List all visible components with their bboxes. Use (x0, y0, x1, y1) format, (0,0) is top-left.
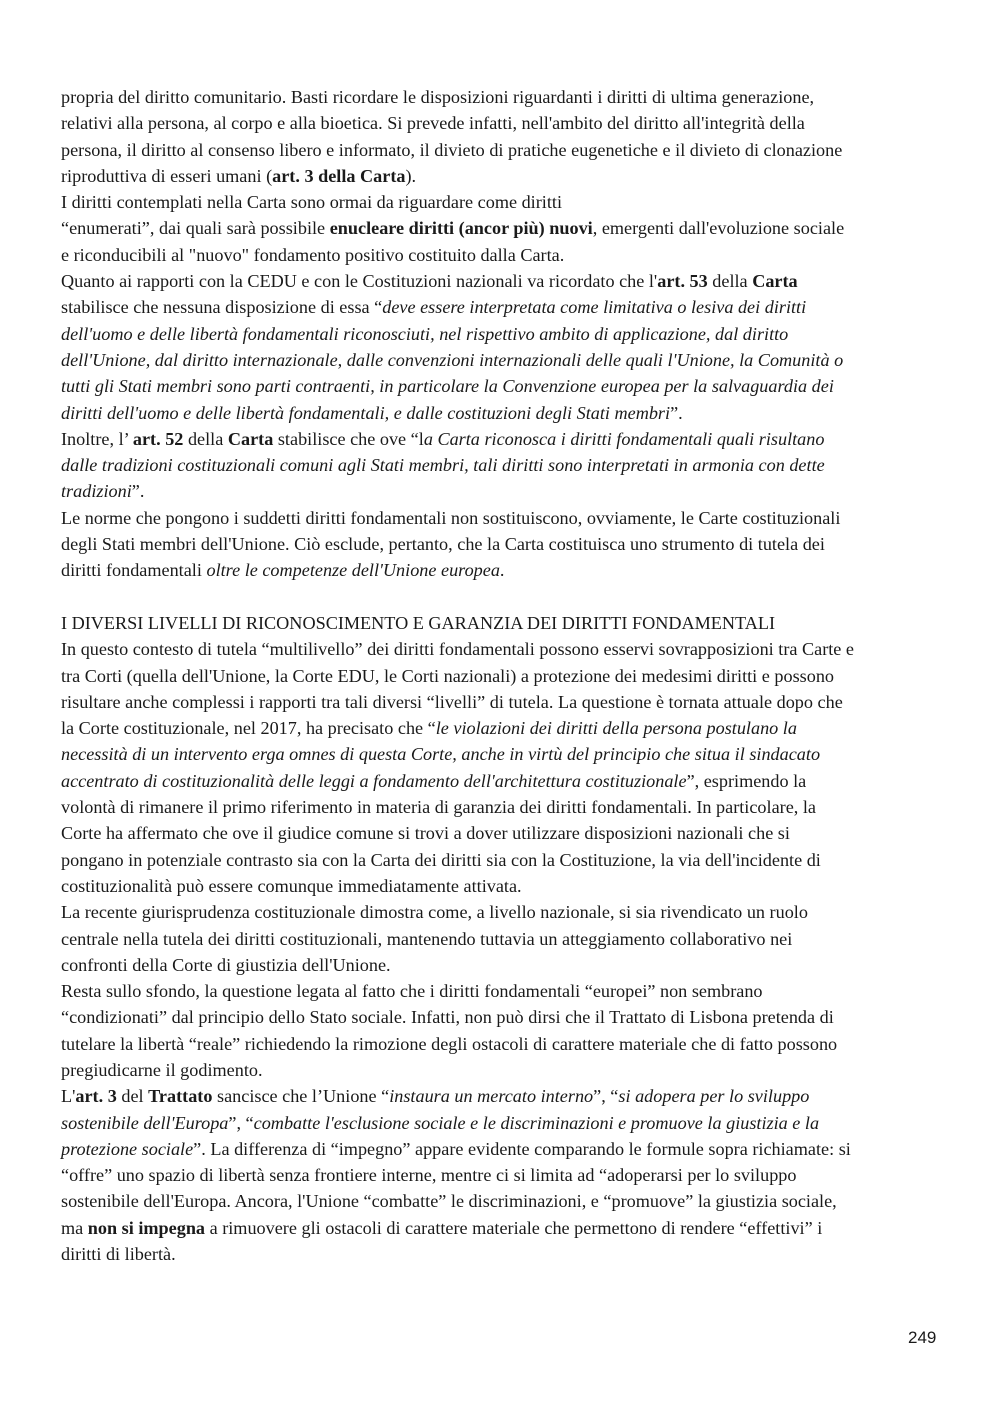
quotation: le violazioni dei diritti della persona postulano la (435, 718, 797, 739)
text-line: Le norme che pongono i suddetti diritti fondamentali non sostituiscono, ovviamente, le Carte costituzionali (61, 507, 841, 528)
text-line: volontà di rimanere il primo riferimento in materia di garanzia dei diritti fondamentali. In particolare, la (61, 797, 817, 818)
text-run: stabilisce che nessuna disposizione di essa “ (61, 297, 383, 318)
text-line (61, 215, 941, 241)
article-reference: art. 3 (75, 1086, 117, 1107)
paragraph (61, 268, 941, 426)
quotation: sostenibile dell'Europa (61, 1112, 229, 1133)
text-line (61, 715, 941, 741)
quotation: necessità di un intervento erga omnes di questa Corte, anche in virtù del principio che situa il sindacato (61, 744, 821, 765)
emphasis-italic: oltre le competenze dell'Unione europea (206, 560, 500, 581)
text-line: relativi alla persona, al corpo e alla bioetica. Si prevede infatti, nell'ambito del diritto all'integrità della (61, 113, 805, 134)
article-reference: art. 53 (657, 271, 708, 292)
quotation: dell'uomo e delle libertà fondamentali riconosciuti, nel rispettivo ambito di applicazione, dal diritto (61, 323, 789, 344)
text-line: pongano in potenziale contrasto sia con la Carta dei diritti sia con la Costituzione, la via dell'incidente di (61, 849, 821, 870)
text-line (61, 1136, 941, 1162)
text-run: a rimuovere gli ostacoli di carattere materiale che permettono di rendere “effettivi” i (205, 1217, 823, 1238)
quotation: deve essere interpretata come limitativa o lesiva dei diritti (382, 297, 807, 318)
text-run: ”, “ (593, 1086, 619, 1107)
quotation: a Carta riconosca i diritti fondamentali quali risultano (423, 428, 825, 449)
text-run: ”. (131, 481, 145, 502)
text-run: ma (61, 1217, 88, 1238)
text-line: I diritti contemplati nella Carta sono ormai da riguardare come diritti (61, 192, 562, 213)
text-run: stabilisce che ove “l (273, 428, 424, 449)
quotation: tutti gli Stati membri sono parti contraenti, in particolare la Convenzione europea per la salvaguardia dei (61, 376, 834, 397)
text-line (61, 478, 941, 504)
text-run: ”, “ (228, 1112, 254, 1133)
text-line (61, 1110, 941, 1136)
quotation: tradizioni (61, 481, 132, 502)
text-line (61, 452, 941, 478)
text-run: la Corte costituzionale, nel 2017, ha precisato che “ (61, 718, 436, 739)
emphasis-bold: Carta (227, 428, 274, 449)
paragraph (61, 899, 941, 978)
text-run: ”. La differenza di “impegno” appare evidente comparando le formule sopra richiamate: si (193, 1138, 851, 1159)
text-line: tutelare la libertà “reale” richiedendo la rimozione degli ostacoli di carattere materiale che di fatto possono (61, 1033, 838, 1054)
text-run: “enumerati”, dai quali sarà possibile (61, 218, 330, 239)
text-line (61, 768, 941, 794)
emphasis-bold: enucleare diritti (ancor più) nuovi (329, 218, 593, 239)
text-run: , emergenti dall'evoluzione sociale (592, 218, 845, 239)
text-line (61, 163, 941, 189)
text-run: diritti fondamentali (61, 560, 207, 581)
emphasis-bold: non si impegna (87, 1217, 206, 1238)
text-line (61, 400, 941, 426)
text-line: La recente giurisprudenza costituzionale dimostra come, a livello nazionale, si sia rivendicato un ruolo (61, 902, 808, 923)
text-run: ”. (670, 402, 683, 423)
section-heading: I DIVERSI LIVELLI DI RICONOSCIMENTO E GARANZIA DEI DIRITTI FONDAMENTALI (61, 612, 775, 633)
text-line (61, 373, 941, 399)
text-line (61, 1083, 941, 1109)
text-line: confronti della Corte di giustizia dell'Unione. (61, 954, 391, 975)
quotation: combatte l'esclusione sociale e le discriminazioni e promuove la giustizia e la (253, 1112, 820, 1133)
text-line: costituzionalità può essere comunque immediatamente attivata. (61, 875, 522, 896)
text-line: persona, il diritto al consenso libero e informato, il divieto di pratiche eugenetiche e il divieto di clonazione (61, 139, 843, 160)
text-line: Corte ha affermato che ove il giudice comune si trovi a dover utilizzare disposizioni nazionali che si (61, 823, 790, 844)
text-line: degli Stati membri dell'Unione. Ciò esclude, pertanto, che la Carta costituisca uno strumento di tutela dei (61, 534, 825, 555)
quotation: si adopera per lo sviluppo (618, 1086, 810, 1107)
article-reference: art. 3 della Carta (272, 165, 406, 186)
quotation: diritti dell'uomo e delle libertà fondamentali, e dalle costituzioni degli Stati membri (61, 402, 671, 423)
text-line: e riconducibili al "nuovo" fondamento positivo costituito dalla Carta. (61, 244, 565, 265)
quotation: accentrato di costituzionalità delle leggi a fondamento dell'architettura costituzionale (61, 770, 687, 791)
text-run: . (499, 560, 505, 581)
text-line: diritti di libertà. (61, 1244, 176, 1265)
text-line (61, 741, 941, 767)
text-run: riproduttiva di esseri umani ( (61, 165, 273, 186)
text-line: propria del diritto comunitario. Basti ricordare le disposizioni riguardanti i diritti di ultima generazione, (61, 87, 815, 107)
paragraph (61, 1083, 941, 1267)
text-line: Resta sullo sfondo, la questione legata al fatto che i diritti fondamentali “europei” non sembrano (61, 981, 763, 1002)
quotation: dell'Unione, dal diritto internazionale, dalle convenzioni internazionali delle quali l'Unione, la Comunità o (61, 349, 844, 370)
paragraph (61, 505, 941, 584)
text-line: centrale nella tutela dei diritti costituzionali, mantenendo tuttavia un atteggiamento collaborativo nei (61, 928, 793, 949)
text-line: sostenibile dell'Europa. Ancora, l'Unione “combatte” le discriminazioni, e “promuove” la giustizia sociale, (61, 1191, 837, 1212)
text-run: della (183, 428, 228, 449)
text-line (61, 268, 941, 294)
text-run: ). (405, 165, 417, 186)
text-run: del (116, 1086, 149, 1107)
text-line (61, 321, 941, 347)
blank-line (61, 584, 941, 610)
emphasis-bold: Trattato (148, 1086, 213, 1107)
text-run: Inoltre, l’ (61, 428, 133, 449)
text-run: Quanto ai rapporti con la CEDU e con le Costituzioni nazionali va ricordato che l' (61, 271, 658, 292)
text-line (61, 294, 941, 320)
paragraph (61, 84, 941, 189)
text-line: tra Corti (quella dell'Unione, la Corte EDU, le Corti nazionali) a protezione dei medesimi diritti e possono (61, 665, 835, 686)
text-run: L' (61, 1086, 76, 1107)
text-run: della (707, 271, 753, 292)
quotation: instaura un mercato interno (389, 1086, 594, 1107)
text-line: “condizionati” dal principio dello Stato sociale. Infatti, non può dirsi che il Trattato di Lisbona pretenda di (61, 1007, 834, 1028)
text-run: ”, esprimendo la (686, 770, 807, 791)
text-line (61, 557, 941, 583)
text-line (61, 1215, 941, 1241)
article-reference: art. 52 (132, 428, 184, 449)
text-line: risultare anche complessi i rapporti tra tali diversi “livelli” di tutela. La questione è tornata attuale dopo che (61, 691, 843, 712)
text-run: sancisce che l’Unione “ (212, 1086, 390, 1107)
quotation: dalle tradizioni costituzionali comuni agli Stati membri, tali diritti sono interpretati in armonia con dette (61, 455, 825, 476)
paragraph (61, 636, 941, 899)
paragraph (61, 978, 941, 1083)
text-line (61, 347, 941, 373)
text-line (61, 426, 941, 452)
text-line: pregiudicarne il godimento. (61, 1059, 263, 1080)
page-number: 249 (908, 1328, 937, 1347)
page-body (61, 84, 941, 1267)
emphasis-bold: Carta (752, 271, 798, 292)
paragraph (61, 189, 941, 268)
text-line: “offre” uno spazio di libertà senza frontiere interne, mentre ci si limita ad “adoperarsi per lo sviluppo (61, 1165, 797, 1186)
paragraph (61, 426, 941, 505)
text-line: In questo contesto di tutela “multilivello” dei diritti fondamentali possono esservi sovrapposizioni tra Carte e (61, 639, 854, 660)
quotation: protezione sociale (61, 1138, 194, 1159)
